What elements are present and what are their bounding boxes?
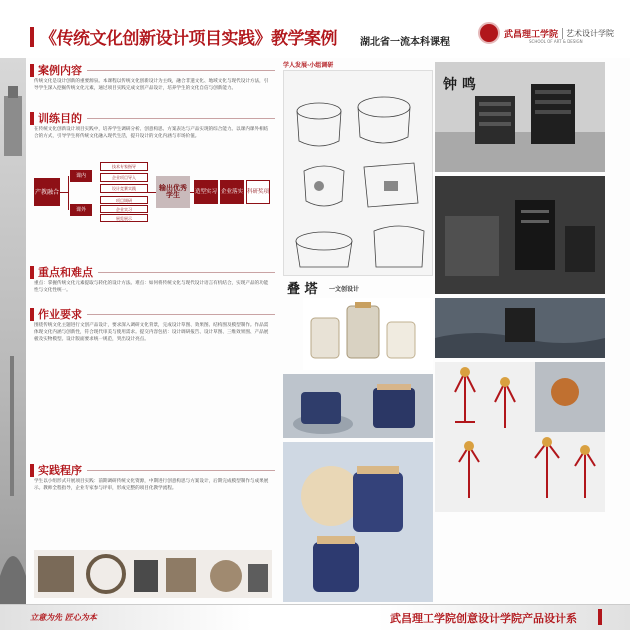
right-image-column [435,62,605,602]
header [0,0,630,58]
footer [0,604,630,630]
stack-product-photo [303,298,433,370]
footer-motto: 立意为先 匠心为本 [30,612,97,622]
flow-inner-item: 技术专家指导 [100,162,148,171]
section-heading-training: 训练目的 [30,110,275,126]
flow-inner: 课内 [70,170,92,182]
department-name-en: SCHOOL OF ART & DESIGN [529,39,583,44]
section-body-case: 传统文化是设计创新的重要源泉。本课程以传统文化创新设计为主线，融合非遗文化、地域文化与现代设计方法，引导学生深入挖掘传统文化元素，通过项目实践完成文创产品设计，培养学生的文化自信与创新能力。 [34,79,269,91]
footer-title: 武昌理工学院创意设计学院产品设计系 [390,612,577,625]
middle-image-column [283,62,433,602]
stack-subtitle: 一文创设计 [329,286,360,293]
section-heading-key: 重点和难点 [30,264,275,280]
chime-scene-photo [435,176,605,294]
section-heading-case: 案例内容 [30,62,275,78]
chime-product-render [435,62,605,172]
section-body-process: 学生以小组形式开展项目实践：前期调研传统文化资源，中期进行创意构思与方案设计，后期完成模型制作与成果展示。教师全程指导，企业专家参与评审，形成完整的项目化教学流程。 [34,479,269,491]
page-title: 《传统文化创新设计项目实践》教学案例 [40,29,337,49]
flow-inner-item: 设计竞赛实践 [100,184,148,193]
side-banner-image [0,56,26,608]
school-name: 武昌理工学院 [504,29,559,40]
flow-result: 企业落实 [220,180,244,204]
flow-outer-item: 企业实习 [100,205,148,213]
footer-accent-bar [598,609,602,625]
school-seal-icon [478,22,500,44]
section-body-key: 重点：掌握传统文化元素提取与转化的设计方法。难点：如何将传统文化与现代设计语言有机结合，实现产品的功能性与文化性统一。 [34,281,269,293]
flow-outer-item: 展览展示 [100,214,148,222]
flow-result: 造型实习 [194,180,218,204]
figurine-photos [435,362,605,512]
flow-center: 输出优秀学生 [156,176,190,208]
chime-title: 钟 鸣 [443,77,476,93]
section-heading-homework: 作业要求 [30,306,275,322]
teaching-flow-diagram [34,162,270,222]
section-heading-process: 实践程序 [30,462,275,478]
process-photos [34,550,272,598]
title-accent-bar [30,27,34,47]
product-closeup-photo [283,442,433,602]
side-landscape-illustration [0,56,26,608]
flow-outer: 课外 [70,204,92,216]
flow-inner-item: 企业项目导入 [100,173,148,182]
design-sketches [283,70,433,276]
section-body-homework: 围绕传统文化主题进行文创产品设计，要求深入调研文化背景，完成设计草图、效果图、结构图及模型制作。作品需体现文化内涵与创新性，符合现代审美与使用需求。提交内容包括：设计调研报告、设计草图、三维效果图、产品展板及实物模型。设计版面要求统一规范，突出设计亮点。 [34,323,269,342]
mid-caption: 学人发展·小组调研 [283,62,334,69]
flow-root: 产教融合 [34,178,60,206]
water-scene-photo [435,298,605,358]
section-body-training: 在传统文化创新设计项目实践中，培养学生调研分析、创意构思、方案表达与产品实现的综合能力。以课内课外相结合的方式，引导学生将传统文化融入现代生活，提升设计的文化内涵与市场价值。 [34,127,269,139]
flow-result: 科研奖项 [246,180,270,204]
department-name: 艺术设计学院 [562,28,614,39]
stack-scene-photo [283,374,433,438]
text-column [30,62,275,602]
page-subtitle: 湖北省一流本科课程 [360,37,450,48]
stack-title: 叠 塔 [287,282,318,297]
flow-outer-item: 项目调研 [100,196,148,204]
